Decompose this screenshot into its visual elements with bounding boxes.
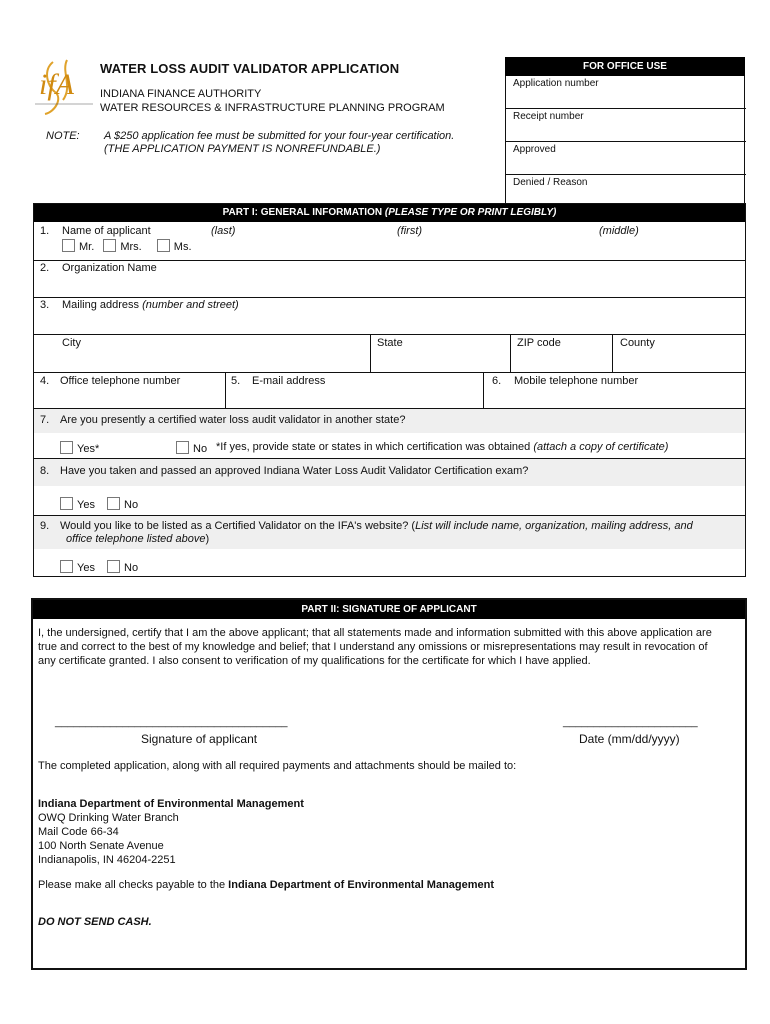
q9-number: 9. xyxy=(40,520,50,532)
q8-no-checkbox[interactable] xyxy=(107,497,120,510)
checks-payable xyxy=(38,879,494,891)
part2-header: PART II: SIGNATURE OF APPLICANT xyxy=(33,600,745,619)
q6-number: 6. xyxy=(492,375,502,387)
divider xyxy=(34,372,745,373)
q7-number: 7. xyxy=(40,414,50,426)
note-line-2: (THE APPLICATION PAYMENT IS NONREFUNDABLE.) xyxy=(104,143,381,155)
q9-no-option xyxy=(107,560,138,574)
divider xyxy=(34,334,745,335)
office-use-header: FOR OFFICE USE xyxy=(505,57,745,76)
signature-line[interactable]: ______________________________________ xyxy=(55,716,288,728)
date-line[interactable]: ______________________ xyxy=(563,716,698,728)
ms-checkbox[interactable] xyxy=(157,239,170,252)
address-branch: OWQ Drinking Water Branch xyxy=(38,812,179,824)
zip-label: ZIP code xyxy=(517,337,561,349)
mrs-label: Mrs. xyxy=(120,241,142,253)
divider xyxy=(34,297,745,298)
mrs-checkbox[interactable] xyxy=(103,239,116,252)
q7-yes-option xyxy=(60,441,99,455)
name-first-hint: (first) xyxy=(397,225,423,237)
q8-yes-checkbox[interactable] xyxy=(60,497,73,510)
application-number-field[interactable] xyxy=(506,76,746,109)
application-number-label: Application number xyxy=(513,78,599,89)
q8-yes-option xyxy=(60,497,95,511)
q9-label-text: Would you like to be listed as a Certified Validator on the IFA's website? ( xyxy=(60,520,416,532)
city-label: City xyxy=(62,337,81,349)
address-street: 100 North Senate Avenue xyxy=(38,840,164,852)
ifa-logo-graphic xyxy=(33,56,95,118)
signature-label: Signature of applicant xyxy=(141,732,258,746)
q9-no-checkbox[interactable] xyxy=(107,560,120,573)
date-label: Date (mm/dd/yyyy) xyxy=(579,732,680,746)
name-middle-hint: (middle) xyxy=(599,225,639,237)
q8-yes-label: Yes xyxy=(77,499,95,511)
q9-label xyxy=(60,520,693,532)
divider xyxy=(34,260,745,261)
note-line-1: A $250 application fee must be submitted for your four-year certification. xyxy=(104,130,455,142)
address-mailcode: Mail Code 66-34 xyxy=(38,826,119,838)
state-label: State xyxy=(377,337,403,349)
divider xyxy=(510,334,511,372)
q7-yes-checkbox[interactable] xyxy=(60,441,73,454)
q7-no-option xyxy=(176,441,207,455)
q9-hint-1: List will include name, organization, mailing address, and xyxy=(415,520,693,532)
ifa-logo xyxy=(33,56,95,118)
address-org: Indiana Department of Environmental Management xyxy=(38,798,304,810)
q8-no-label: No xyxy=(124,499,139,511)
divider xyxy=(225,372,226,408)
part1-title-note: (PLEASE TYPE OR PRINT LEGIBLY) xyxy=(384,207,557,218)
q9-hint-2 xyxy=(66,533,209,545)
divider xyxy=(612,334,613,372)
q1-number: 1. xyxy=(40,225,50,237)
denied-reason-field[interactable] xyxy=(506,175,746,204)
q3-number: 3. xyxy=(40,299,50,311)
receipt-number-label: Receipt number xyxy=(513,111,584,122)
q7-note-hint: (attach a copy of certificate) xyxy=(533,441,669,453)
svg-text:ifA: ifA xyxy=(39,68,74,101)
q2-number: 2. xyxy=(40,262,50,274)
part1-title: PART I: GENERAL INFORMATION xyxy=(222,207,383,218)
q7-yes-label: Yes* xyxy=(77,443,100,455)
part2-signature xyxy=(31,598,747,970)
q5-label: E-mail address xyxy=(252,375,326,387)
ms-label: Ms. xyxy=(173,241,192,253)
q2-label: Organization Name xyxy=(62,262,157,274)
q4-label: Office telephone number xyxy=(60,375,181,387)
form-title: WATER LOSS AUDIT VALIDATOR APPLICATION xyxy=(100,61,400,76)
mr-checkbox[interactable] xyxy=(62,239,75,252)
q7-note-text: *If yes, provide state or states in which certification was obtained xyxy=(216,441,531,453)
denied-reason-label: Denied / Reason xyxy=(513,177,588,188)
q9-hint-2-text: office telephone listed above xyxy=(66,533,206,545)
cert-line-2: true and correct to the best of my knowledge and belief; that I understand any omissions or misrepresentations may result in revocation of xyxy=(38,641,708,653)
checks-prefix: Please make all checks payable to the xyxy=(38,879,226,891)
cert-line-3: any certificate granted. I also consent to verification of my qualifications for the certificate for which I have applied. xyxy=(38,655,591,667)
part1-header xyxy=(34,204,745,222)
q3-label xyxy=(62,299,239,311)
approved-label: Approved xyxy=(513,144,556,155)
q6-label: Mobile telephone number xyxy=(514,375,639,387)
name-last-hint: (last) xyxy=(211,225,236,237)
q8-no-option xyxy=(107,497,138,511)
q9-close: ) xyxy=(205,533,210,545)
q5-number: 5. xyxy=(231,375,241,387)
q4-number: 4. xyxy=(40,375,50,387)
q8-number: 8. xyxy=(40,465,50,477)
divider xyxy=(370,334,371,372)
address-city: Indianapolis, IN 46204-2251 xyxy=(38,854,176,866)
q7-no-label: No xyxy=(193,443,208,455)
title-options xyxy=(62,239,192,253)
q8-label: Have you taken and passed an approved Indiana Water Loss Audit Validator Certification exam? xyxy=(60,465,529,477)
part1-general-information xyxy=(33,203,746,577)
q7-label: Are you presently a certified water loss audit validator in another state? xyxy=(60,414,406,426)
q9-yes-option xyxy=(60,560,95,574)
q9-no-label: No xyxy=(124,562,139,574)
approved-field[interactable] xyxy=(506,142,746,175)
mr-label: Mr. xyxy=(79,241,95,253)
divider xyxy=(483,372,484,408)
no-cash-warning: DO NOT SEND CASH. xyxy=(38,916,152,928)
q9-yes-label: Yes xyxy=(77,562,95,574)
checks-org: Indiana Department of Environmental Management xyxy=(228,879,495,891)
q7-note xyxy=(216,441,668,453)
authority-name: INDIANA FINANCE AUTHORITY xyxy=(100,88,262,100)
q9-yes-checkbox[interactable] xyxy=(60,560,73,573)
mail-note: The completed application, along with all required payments and attachments should be mailed to: xyxy=(38,760,517,772)
program-name: WATER RESOURCES & INFRASTRUCTURE PLANNING PROGRAM xyxy=(100,102,445,114)
cert-line-1: I, the undersigned, certify that I am the above applicant; that all statements made and information submitted with this above application are xyxy=(38,627,712,639)
receipt-number-field[interactable] xyxy=(506,109,746,142)
q3-hint: (number and street) xyxy=(142,299,239,311)
note-label: NOTE: xyxy=(46,130,80,142)
county-label: County xyxy=(620,337,655,349)
q3-label-text: Mailing address xyxy=(62,299,140,311)
q7-no-checkbox[interactable] xyxy=(176,441,189,454)
q1-label: Name of applicant xyxy=(62,225,151,237)
office-use-box xyxy=(505,57,745,204)
